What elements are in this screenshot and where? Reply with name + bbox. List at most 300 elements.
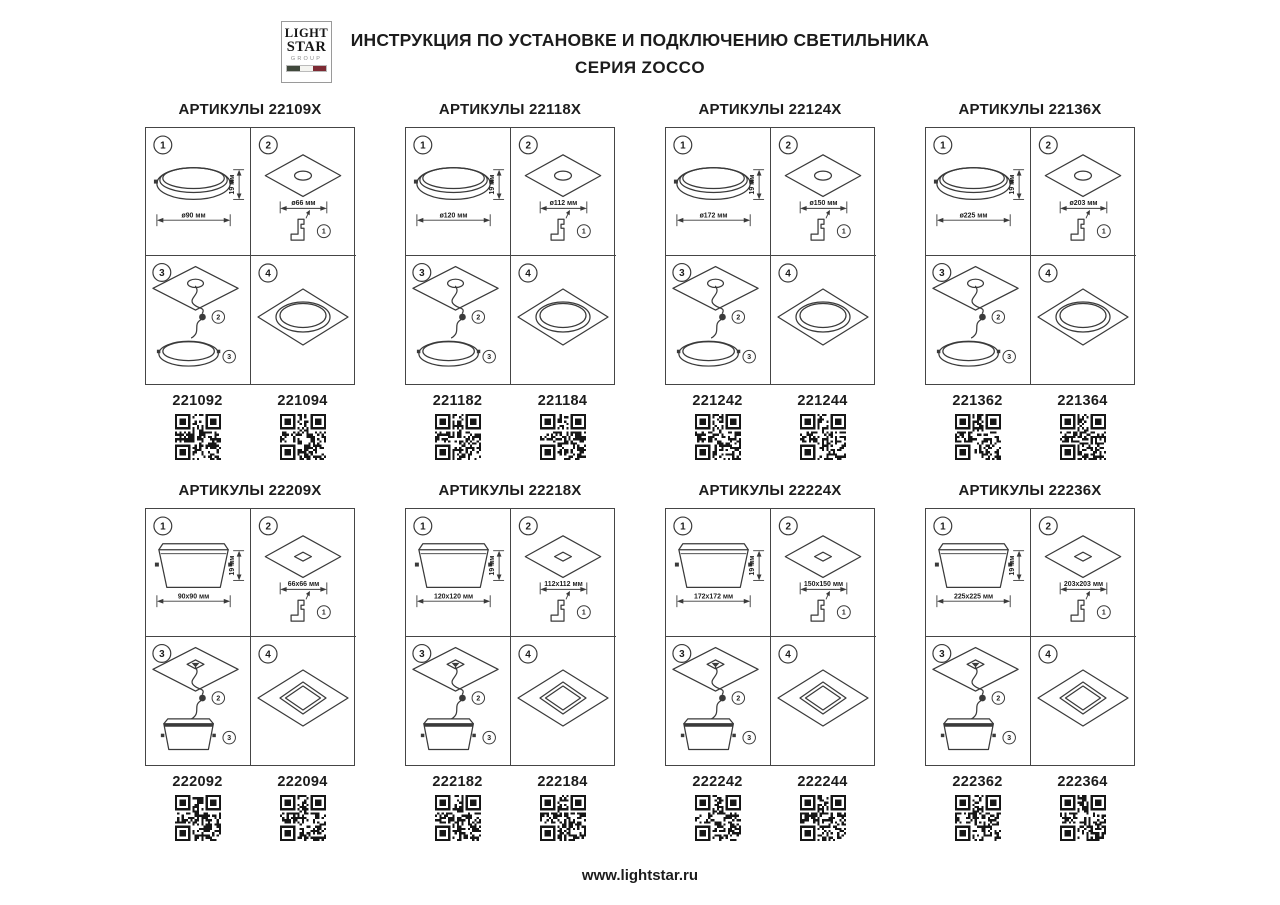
square-fixture-drawing <box>675 544 752 588</box>
step-ref-badge <box>577 225 590 238</box>
svg-text:3: 3 <box>487 735 492 743</box>
step-badge <box>933 645 951 663</box>
qr-code <box>955 795 1001 841</box>
cutout-dimension <box>540 581 587 594</box>
step-ref-badge <box>837 606 850 619</box>
height-dimension <box>749 170 764 200</box>
installed-fixture-drawing <box>518 289 608 345</box>
article-list <box>145 393 355 460</box>
svg-text:4: 4 <box>785 268 791 280</box>
svg-text:4: 4 <box>265 268 271 280</box>
cutout-dimension <box>800 581 847 594</box>
svg-text:3: 3 <box>747 354 752 362</box>
article-code: 222184 <box>537 774 588 790</box>
svg-text:1: 1 <box>581 228 586 236</box>
article-item <box>770 774 875 841</box>
article-code: 222362 <box>952 774 1003 790</box>
article-code: 221184 <box>537 393 588 409</box>
step-ref-badge <box>317 606 330 619</box>
panel <box>925 101 1135 460</box>
svg-text:2: 2 <box>1045 140 1052 152</box>
svg-text:2: 2 <box>996 695 1001 703</box>
logo-flag-bar <box>286 65 327 72</box>
svg-text:3: 3 <box>1007 735 1012 743</box>
step-badge <box>259 645 277 663</box>
cutout-dimension-label: 112x112 мм <box>544 580 583 588</box>
series-title: СЕРИЯ ZOCCO <box>575 58 705 77</box>
round-fixture-drawing <box>414 168 493 200</box>
svg-text:2: 2 <box>525 521 532 533</box>
step-3-cell <box>666 256 771 384</box>
step-badge <box>1039 645 1057 663</box>
ceiling-cutout-drawing <box>265 536 340 578</box>
step-grid <box>665 508 875 766</box>
article-code: 221364 <box>1057 393 1108 409</box>
svg-text:1: 1 <box>940 140 946 152</box>
step-grid <box>405 508 615 766</box>
ceiling-thickness-icon <box>291 210 310 240</box>
ceiling-thickness-icon <box>291 591 310 621</box>
svg-text:4: 4 <box>525 649 531 661</box>
qr-code <box>435 414 481 460</box>
svg-text:2: 2 <box>265 521 272 533</box>
step-2-diagram <box>1031 128 1136 255</box>
fixture-ref-badge <box>223 731 235 743</box>
step-badge <box>519 264 537 282</box>
qr-code <box>540 795 586 841</box>
fixture-ref-badge <box>483 731 495 743</box>
qr-code <box>955 414 1001 460</box>
panel-header: АРТИКУЛЫ 22109X <box>178 101 322 118</box>
width-dimension-label: 90x90 мм <box>177 593 210 601</box>
svg-text:4: 4 <box>525 268 531 280</box>
installed-fixture-drawing <box>258 670 348 726</box>
step-grid <box>925 508 1135 766</box>
svg-text:3: 3 <box>1007 354 1012 362</box>
article-code: 221362 <box>952 393 1003 409</box>
panel-header: АРТИКУЛЫ 22236X <box>958 482 1102 499</box>
round-fixture-drawing <box>934 168 1013 200</box>
step-3-cell <box>926 637 1031 765</box>
width-dimension-label: 172x172 мм <box>693 593 734 601</box>
step-4-cell <box>511 256 616 384</box>
step-1-diagram <box>926 509 1030 636</box>
step-2-diagram <box>771 509 876 636</box>
svg-text:2: 2 <box>785 140 792 152</box>
step-badge <box>934 517 952 535</box>
article-item <box>665 774 770 841</box>
step-2-diagram <box>511 128 616 255</box>
width-dimension-label: ø90 мм <box>181 212 206 220</box>
step-1-cell <box>406 509 511 637</box>
height-dimension <box>489 551 504 581</box>
width-dimension <box>677 593 750 607</box>
panel <box>925 482 1135 841</box>
step-1-cell <box>146 509 251 637</box>
step-grid <box>405 127 615 385</box>
step-3-diagram <box>666 637 770 765</box>
svg-text:3: 3 <box>679 267 685 279</box>
svg-text:3: 3 <box>679 648 685 660</box>
step-2-diagram <box>1031 509 1136 636</box>
step-badge <box>1039 264 1057 282</box>
svg-text:4: 4 <box>1045 649 1051 661</box>
step-1-diagram <box>926 128 1030 255</box>
step-2-cell <box>511 509 616 637</box>
height-dimension-label: 19 мм <box>229 174 237 195</box>
step-badge <box>414 136 432 154</box>
step-3-cell <box>146 637 251 765</box>
article-item <box>1030 774 1135 841</box>
step-4-diagram <box>251 637 356 765</box>
cutout-dimension <box>280 581 327 594</box>
height-dimension <box>749 551 764 581</box>
svg-text:3: 3 <box>939 648 945 660</box>
step-1-diagram <box>146 128 250 255</box>
step-ref-badge <box>1097 225 1110 238</box>
ceiling-cutout-drawing <box>1045 155 1120 197</box>
width-dimension <box>937 212 1010 226</box>
square-fixture-hanging <box>941 719 996 750</box>
qr-code <box>435 795 481 841</box>
svg-text:1: 1 <box>680 140 686 152</box>
svg-text:1: 1 <box>841 228 846 236</box>
svg-text:2: 2 <box>736 695 741 703</box>
step-1-cell <box>666 128 771 256</box>
step-badge <box>673 645 691 663</box>
step-4-diagram <box>1031 256 1136 384</box>
step-2-cell <box>251 509 356 637</box>
step-3-cell <box>666 637 771 765</box>
cutout-dimension <box>800 200 847 213</box>
installed-fixture-drawing <box>1038 289 1128 345</box>
svg-text:3: 3 <box>939 267 945 279</box>
step-2-cell <box>1031 128 1136 256</box>
article-code: 222092 <box>172 774 223 790</box>
installed-fixture-drawing <box>518 670 608 726</box>
ceiling-cutout-drawing <box>265 155 340 197</box>
height-dimension <box>1009 551 1024 581</box>
step-4-diagram <box>511 256 616 384</box>
article-item <box>250 774 355 841</box>
article-list <box>405 774 615 841</box>
step-3-cell <box>146 256 251 384</box>
cutout-dimension <box>280 200 327 213</box>
step-badge <box>519 517 537 535</box>
svg-text:1: 1 <box>680 521 686 533</box>
cutout-dimension-label: 66x66 мм <box>287 580 320 588</box>
article-code: 221242 <box>692 393 743 409</box>
panel-row-round <box>0 101 1280 460</box>
article-code: 221182 <box>432 393 483 409</box>
panel <box>145 101 355 460</box>
height-dimension-label: 19 мм <box>749 555 757 576</box>
article-code: 221244 <box>797 393 848 409</box>
ceiling-cutout-drawing <box>525 155 600 197</box>
step-badge <box>413 264 431 282</box>
step-2-diagram <box>511 509 616 636</box>
cutout-dimension <box>1060 581 1107 594</box>
qr-code <box>280 414 326 460</box>
flag-red-segment <box>313 66 326 71</box>
step-4-cell <box>511 637 616 765</box>
footer <box>0 867 1280 885</box>
svg-text:2: 2 <box>265 140 272 152</box>
article-list <box>405 393 615 460</box>
round-fixture-drawing <box>154 168 233 200</box>
round-fixture-hanging <box>937 341 1000 366</box>
article-list <box>665 774 875 841</box>
height-dimension-label: 19 мм <box>489 174 497 195</box>
svg-text:1: 1 <box>581 609 586 617</box>
step-badge <box>519 136 537 154</box>
article-item <box>925 774 1030 841</box>
step-ref-badge <box>837 225 850 238</box>
step-3-diagram <box>926 256 1030 384</box>
article-item <box>925 393 1030 460</box>
step-2-diagram <box>251 509 356 636</box>
height-dimension-label: 19 мм <box>1009 555 1017 576</box>
cutout-dimension-label: ø150 мм <box>809 199 838 207</box>
cutout-dimension-label: 150x150 мм <box>803 580 844 588</box>
step-4-diagram <box>771 256 876 384</box>
article-item <box>145 393 250 460</box>
step-2-cell <box>771 509 876 637</box>
ceiling-thickness-icon <box>551 591 570 621</box>
ceiling-cutout-drawing <box>785 155 860 197</box>
svg-text:1: 1 <box>1101 609 1106 617</box>
cutout-dimension <box>540 200 587 213</box>
fixture-ref-badge <box>743 731 755 743</box>
svg-text:4: 4 <box>785 649 791 661</box>
step-1-diagram <box>406 509 510 636</box>
fixture-ref-badge <box>1003 350 1015 362</box>
cutout-dimension-label: ø203 мм <box>1069 199 1098 207</box>
width-dimension <box>677 212 750 226</box>
width-dimension-label: 225x225 мм <box>953 593 994 601</box>
panel-header: АРТИКУЛЫ 22118X <box>438 101 582 118</box>
article-item <box>770 393 875 460</box>
round-fixture-hanging <box>677 341 740 366</box>
article-item <box>1030 393 1135 460</box>
svg-text:3: 3 <box>747 735 752 743</box>
step-badge <box>673 264 691 282</box>
cutout-dimension <box>1060 200 1107 213</box>
round-fixture-hanging <box>157 341 220 366</box>
qr-code <box>175 414 221 460</box>
ceiling-thickness-icon <box>551 210 570 240</box>
step-4-diagram <box>771 637 876 765</box>
width-dimension-label: ø225 мм <box>959 212 988 220</box>
connector-ref-badge <box>992 692 1004 704</box>
svg-text:1: 1 <box>841 609 846 617</box>
square-fixture-hanging <box>161 719 216 750</box>
article-item <box>250 393 355 460</box>
svg-text:1: 1 <box>160 521 166 533</box>
panel-header: АРТИКУЛЫ 22124X <box>698 101 842 118</box>
step-1-cell <box>926 509 1031 637</box>
step-grid <box>665 127 875 385</box>
round-fixture-hanging <box>417 341 480 366</box>
qr-code <box>540 414 586 460</box>
round-fixture-drawing <box>674 168 753 200</box>
svg-text:3: 3 <box>159 267 165 279</box>
svg-text:2: 2 <box>476 695 481 703</box>
connector-ref-badge <box>732 692 744 704</box>
step-3-diagram <box>666 256 770 384</box>
svg-text:2: 2 <box>996 314 1001 322</box>
step-4-cell <box>251 637 356 765</box>
installed-fixture-drawing <box>1038 670 1128 726</box>
lightstar-logo <box>281 21 332 83</box>
article-list <box>925 774 1135 841</box>
ceiling-thickness-icon <box>1071 210 1090 240</box>
svg-text:2: 2 <box>476 314 481 322</box>
ceiling-cutout-drawing <box>525 536 600 578</box>
step-badge <box>154 517 172 535</box>
step-4-cell <box>1031 637 1136 765</box>
qr-code <box>800 414 846 460</box>
article-item <box>510 393 615 460</box>
step-2-cell <box>251 128 356 256</box>
step-1-diagram <box>666 128 770 255</box>
step-badge <box>154 136 172 154</box>
svg-text:2: 2 <box>1045 521 1052 533</box>
svg-text:3: 3 <box>227 354 232 362</box>
fixture-ref-badge <box>223 350 235 362</box>
height-dimension <box>229 170 244 200</box>
step-3-diagram <box>146 637 250 765</box>
step-4-cell <box>1031 256 1136 384</box>
panel-header: АРТИКУЛЫ 22209X <box>178 482 322 499</box>
svg-text:2: 2 <box>785 521 792 533</box>
panel <box>665 482 875 841</box>
height-dimension <box>489 170 504 200</box>
panel-header: АРТИКУЛЫ 22136X <box>958 101 1102 118</box>
qr-code <box>280 795 326 841</box>
article-code: 222182 <box>432 774 483 790</box>
step-ref-badge <box>317 225 330 238</box>
step-badge <box>674 517 692 535</box>
svg-text:2: 2 <box>736 314 741 322</box>
step-4-diagram <box>1031 637 1136 765</box>
step-badge <box>413 645 431 663</box>
panel-header: АРТИКУЛЫ 22218X <box>438 482 582 499</box>
svg-text:2: 2 <box>216 695 221 703</box>
qr-code <box>695 795 741 841</box>
fixture-ref-badge <box>743 350 755 362</box>
step-badge <box>933 264 951 282</box>
step-badge <box>519 645 537 663</box>
width-dimension <box>417 593 490 607</box>
step-badge <box>1039 136 1057 154</box>
step-badge <box>1039 517 1057 535</box>
svg-text:4: 4 <box>265 649 271 661</box>
article-item <box>405 393 510 460</box>
svg-text:2: 2 <box>216 314 221 322</box>
step-3-diagram <box>406 637 510 765</box>
connector-ref-badge <box>472 692 484 704</box>
connector-ref-badge <box>212 311 224 323</box>
step-badge <box>779 645 797 663</box>
step-4-diagram <box>511 637 616 765</box>
svg-text:1: 1 <box>940 521 946 533</box>
flag-white-segment <box>300 66 313 71</box>
ceiling-thickness-icon <box>1071 591 1090 621</box>
square-fixture-hanging <box>681 719 736 750</box>
width-dimension-label: ø172 мм <box>699 212 728 220</box>
panel <box>405 482 615 841</box>
svg-text:3: 3 <box>487 354 492 362</box>
footer-url[interactable]: www.lightstar.ru <box>581 867 699 884</box>
step-badge <box>779 136 797 154</box>
connector-ref-badge <box>212 692 224 704</box>
step-badge <box>934 136 952 154</box>
svg-text:1: 1 <box>321 228 326 236</box>
width-dimension <box>157 593 230 607</box>
height-dimension <box>1009 170 1024 200</box>
step-1-cell <box>926 128 1031 256</box>
svg-text:3: 3 <box>227 735 232 743</box>
step-4-diagram <box>251 256 356 384</box>
height-dimension-label: 19 мм <box>229 555 237 576</box>
qr-code <box>695 414 741 460</box>
qr-code <box>1060 414 1106 460</box>
width-dimension <box>417 212 490 226</box>
svg-text:3: 3 <box>419 648 425 660</box>
step-1-cell <box>146 128 251 256</box>
step-2-cell <box>1031 509 1136 637</box>
width-dimension-label: 120x120 мм <box>433 593 474 601</box>
step-4-cell <box>771 256 876 384</box>
ceiling-cutout-drawing <box>785 536 860 578</box>
step-badge <box>259 517 277 535</box>
ceiling-thickness-icon <box>811 210 830 240</box>
flag-green-segment <box>287 66 300 71</box>
step-1-cell <box>666 509 771 637</box>
svg-text:1: 1 <box>420 521 426 533</box>
step-badge <box>779 517 797 535</box>
height-dimension-label: 19 мм <box>489 555 497 576</box>
article-code: 222094 <box>277 774 328 790</box>
step-4-cell <box>771 637 876 765</box>
svg-text:1: 1 <box>321 609 326 617</box>
step-grid <box>145 508 355 766</box>
step-badge <box>259 136 277 154</box>
installed-fixture-drawing <box>778 289 868 345</box>
step-3-cell <box>406 256 511 384</box>
panel <box>665 101 875 460</box>
qr-code <box>800 795 846 841</box>
installed-fixture-drawing <box>258 289 348 345</box>
step-grid <box>145 127 355 385</box>
square-fixture-hanging <box>421 719 476 750</box>
panel-row-square <box>0 482 1280 841</box>
panel <box>405 101 615 460</box>
article-code: 221092 <box>172 393 223 409</box>
article-list <box>925 393 1135 460</box>
svg-text:2: 2 <box>525 140 532 152</box>
step-2-cell <box>511 128 616 256</box>
step-ref-badge <box>577 606 590 619</box>
fixture-ref-badge <box>483 350 495 362</box>
installed-fixture-drawing <box>778 670 868 726</box>
article-code: 222242 <box>692 774 743 790</box>
panel <box>145 482 355 841</box>
article-code: 222364 <box>1057 774 1108 790</box>
step-2-diagram <box>771 128 876 255</box>
step-1-diagram <box>406 128 510 255</box>
